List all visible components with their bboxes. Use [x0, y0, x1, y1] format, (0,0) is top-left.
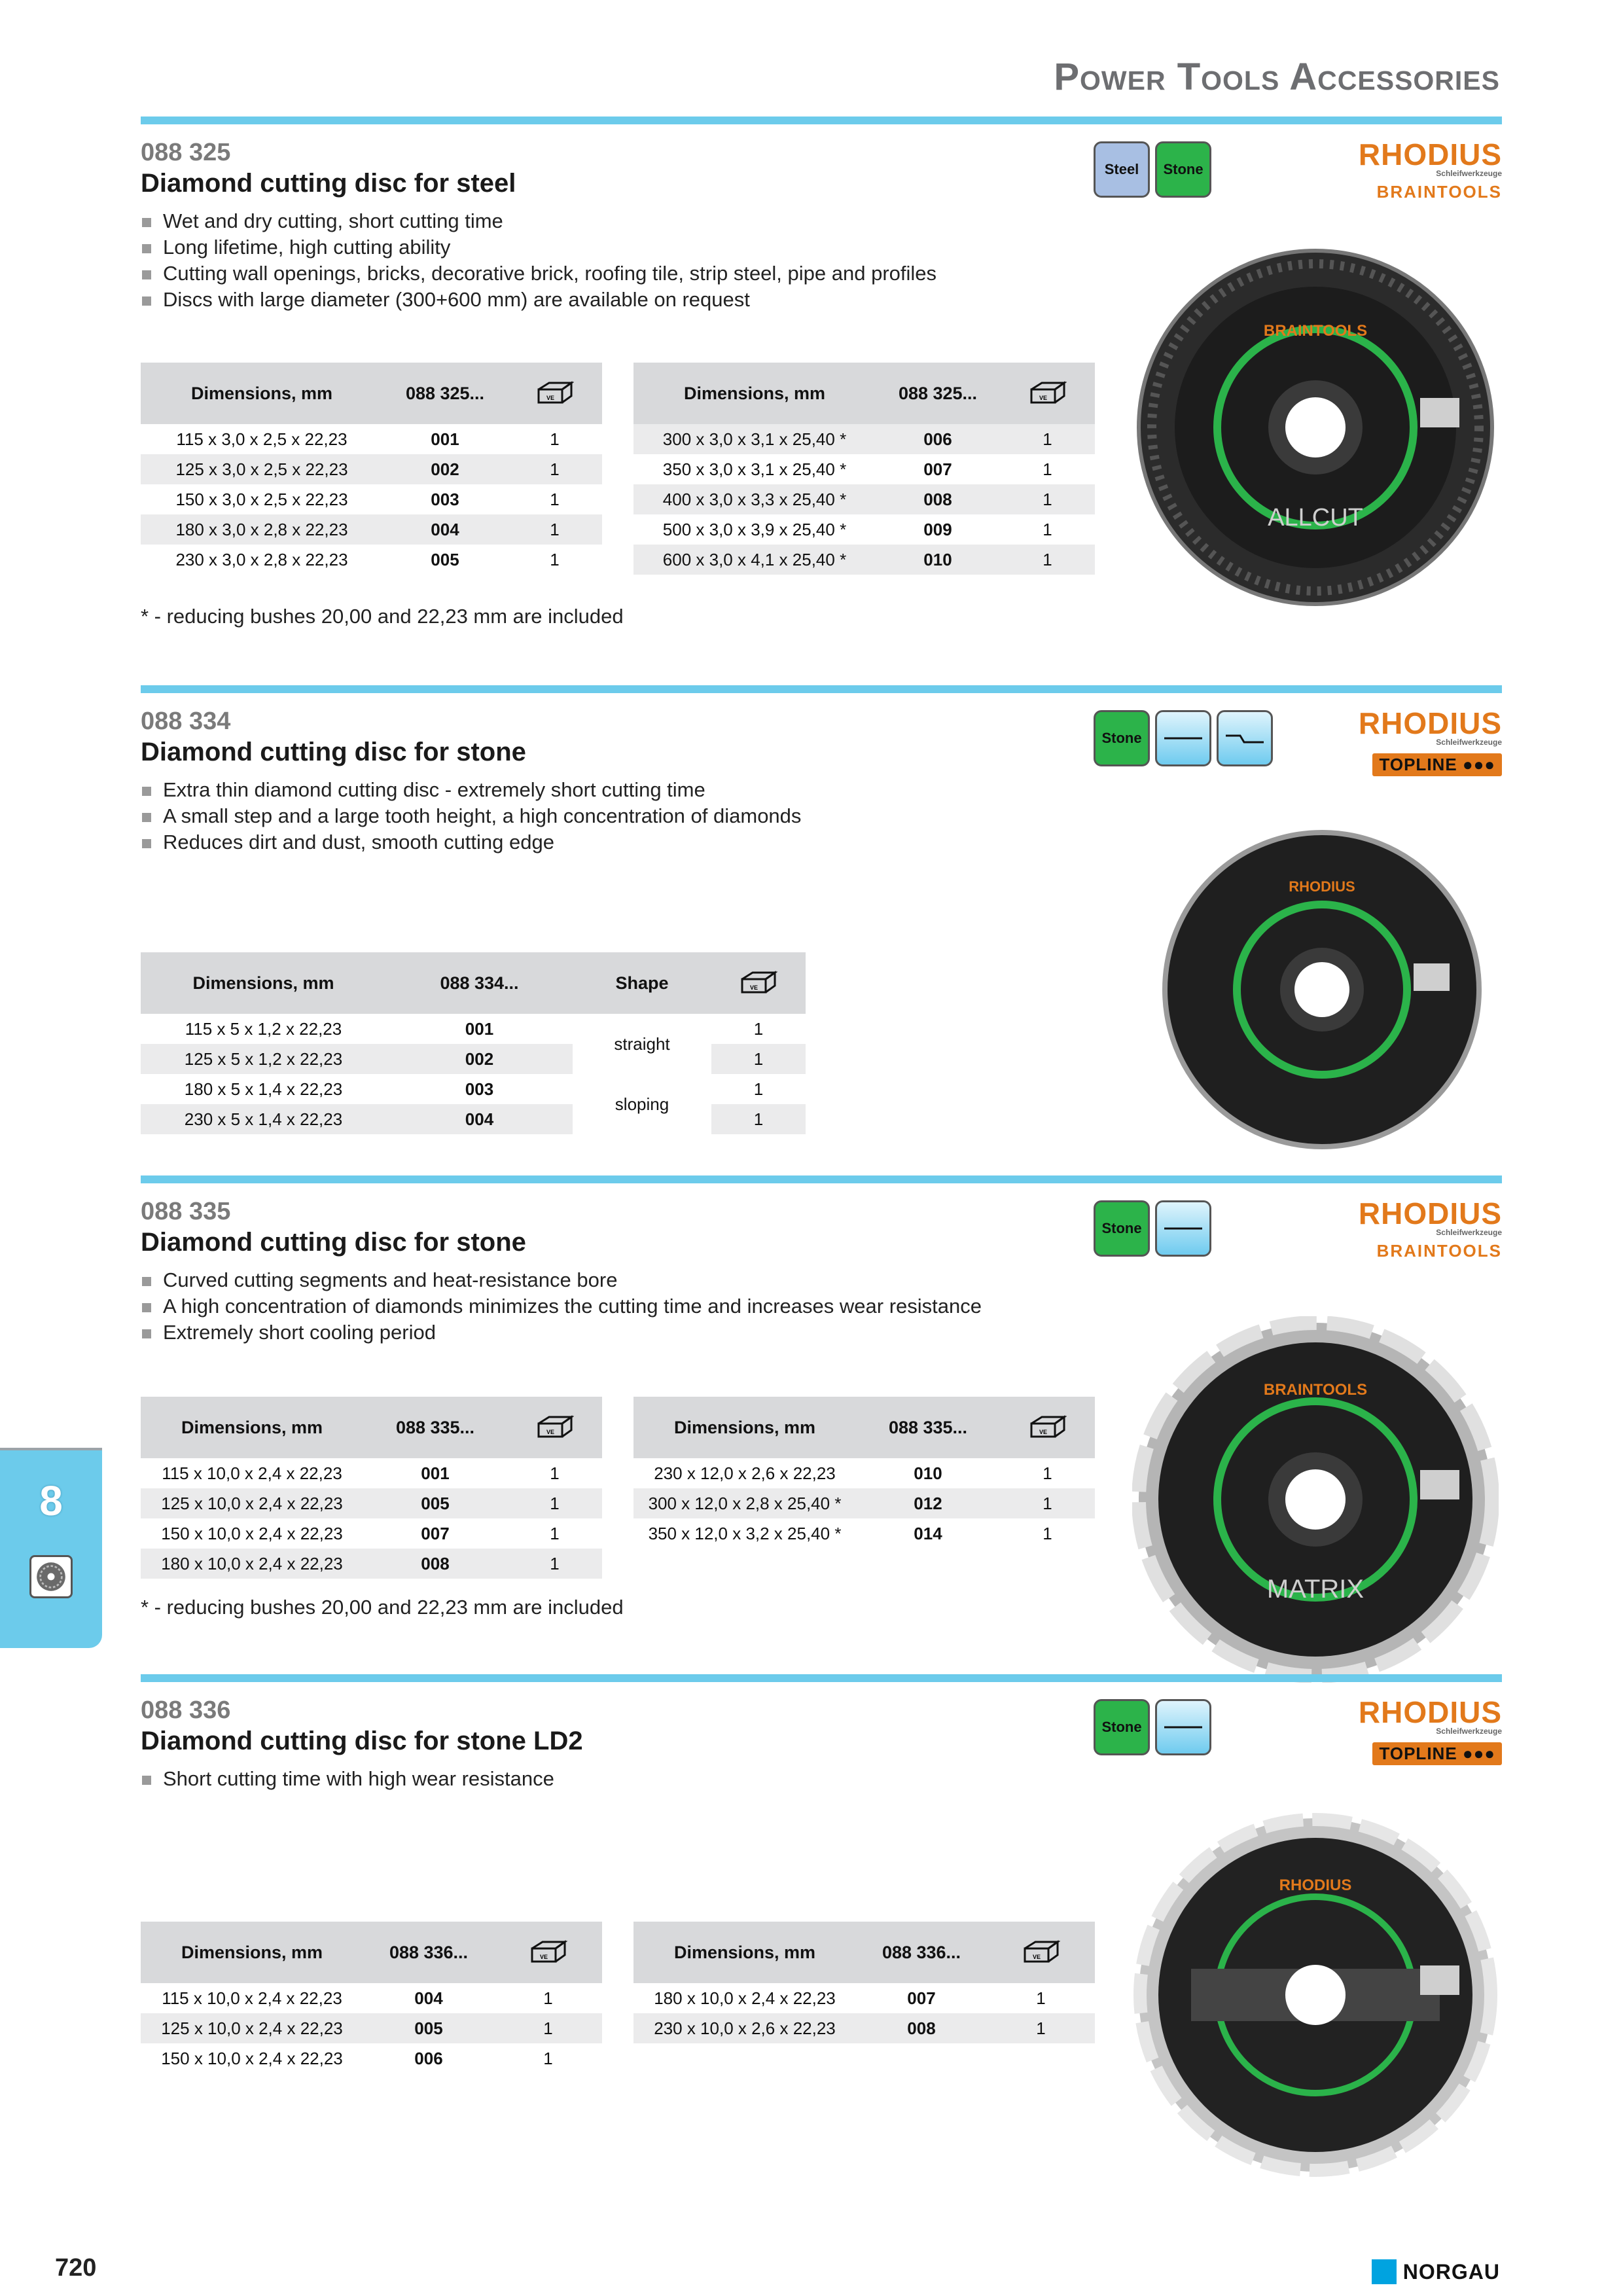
ve-label: VE: [1039, 1429, 1047, 1435]
brand-logo: [1359, 708, 1502, 776]
col-header-ve: [711, 952, 806, 1014]
table-row: 230 x 3,0 x 2,8 x 22,23 005 1: [175, 549, 560, 569]
table-row: 350 x 12,0 x 3,2 x 25,40 * 014 1: [648, 1523, 1052, 1543]
table-row: 115 x 5 x 1,2 x 22,23 001 straight 1: [141, 1014, 806, 1044]
rhodius-logo: RHODIUS: [1358, 1196, 1502, 1230]
table-row: 150 x 10,0 x 2,4 x 22,23 007 1: [161, 1523, 560, 1543]
stone-badge: Stone: [1155, 141, 1211, 198]
braintools-logo: BRAINTOOLS: [1376, 1241, 1502, 1261]
stone-badge: Stone: [1094, 710, 1150, 766]
table-row: 125 x 5 x 1,2 x 22,23 002 1: [141, 1044, 806, 1074]
topline-logo: TOPLINE ●●●: [1372, 1742, 1502, 1765]
disc-image-matrix: [1132, 1316, 1499, 1683]
footnote: * - reducing bushes 20,00 and 22,23 mm are included: [141, 605, 624, 628]
material-badges: [1094, 1699, 1211, 1755]
steel-badge: Steel: [1094, 141, 1150, 198]
material-badges: [1094, 141, 1211, 198]
spec-table: [633, 1397, 1095, 1549]
table-row: 350 x 3,0 x 3,1 x 25,40 * 007 1: [662, 459, 1052, 479]
section-divider: [141, 685, 1502, 693]
disc-model-label: MATRIX: [1266, 1575, 1364, 1604]
table-row: 150 x 3,0 x 2,5 x 22,23 003 1: [175, 489, 560, 509]
rhodius-logo: RHODIUS: [1358, 137, 1502, 171]
col-header-ve: [1000, 1397, 1095, 1458]
feature-list: [141, 1766, 554, 1792]
spec-table: [633, 1922, 1095, 2043]
brand-logo: [1359, 1696, 1502, 1765]
table-row: 180 x 5 x 1,4 x 22,23 003 sloping 1: [141, 1074, 806, 1104]
straight-edge-icon: [1155, 710, 1211, 766]
disc-brand-label: RHODIUS: [1289, 878, 1355, 895]
disc-image-stone-thin: [1158, 826, 1486, 1153]
table-row: 180 x 10,0 x 2,4 x 22,23 008 1: [141, 1549, 602, 1579]
col-header-dimensions: Dimensions, mm: [141, 952, 386, 1014]
col-header-dimensions: Dimensions, mm: [141, 1922, 363, 1983]
sloped-edge-icon: [1217, 710, 1273, 766]
package-unit-icon: [740, 970, 777, 996]
article-number: 088 336: [141, 1696, 231, 1724]
spec-table: [141, 363, 602, 575]
ve-label: VE: [539, 1954, 548, 1960]
spec-table: [141, 1397, 602, 1579]
rhodius-subtitle: Schleifwerkzeuge: [1436, 1228, 1502, 1237]
topline-label: TOPLINE: [1379, 1744, 1457, 1763]
col-header-article: 088 335...: [363, 1397, 507, 1458]
disc-image-allcut: [1132, 244, 1499, 611]
table-row: 125 x 10,0 x 2,4 x 22,23 005 1: [141, 1488, 602, 1518]
rhodius-logo: RHODIUS: [1358, 706, 1502, 740]
table-row: 150 x 10,0 x 2,4 x 22,23 006 1: [161, 2048, 553, 2068]
section-divider: [141, 1674, 1502, 1682]
norgau-wordmark: NORGAU: [1402, 2259, 1500, 2284]
stone-badge: Stone: [1094, 1200, 1150, 1257]
disc-model-label: ALLCUT: [1268, 504, 1363, 531]
product-section-088336: [141, 1674, 1502, 2211]
feature-item: Extra thin diamond cutting disc - extremely short cutting time: [141, 777, 801, 803]
col-header-ve: [494, 1922, 602, 1983]
package-unit-icon: [1029, 1414, 1067, 1441]
package-unit-icon: [536, 380, 574, 406]
feature-item: Short cutting time with high wear resistance: [141, 1766, 554, 1792]
col-header-dimensions: Dimensions, mm: [633, 1922, 856, 1983]
section-divider: [141, 117, 1502, 124]
chapter-number: 8: [39, 1477, 63, 1524]
table-row: 230 x 12,0 x 2,6 x 22,23 010 1: [654, 1463, 1052, 1483]
article-number: 088 335: [141, 1198, 231, 1225]
rhodius-subtitle: Schleifwerkzeuge: [1436, 169, 1502, 178]
article-number: 088 325: [141, 139, 231, 166]
col-header-dimensions: Dimensions, mm: [141, 1397, 363, 1458]
rhodius-logo: RHODIUS: [1358, 1695, 1502, 1729]
ve-label: VE: [1039, 395, 1047, 401]
page-title: Power Tools Accessories: [1054, 56, 1500, 98]
section-divider: [141, 1175, 1502, 1183]
col-header-shape: Shape: [573, 952, 711, 1014]
table-row: 180 x 3,0 x 2,8 x 22,23 004 1: [141, 514, 602, 545]
feature-item: Wet and dry cutting, short cutting time: [141, 208, 936, 234]
ve-label: VE: [1032, 1954, 1041, 1960]
straight-edge-icon: [1155, 1200, 1211, 1257]
product-title: Diamond cutting disc for stone: [141, 1228, 526, 1257]
material-badges: [1094, 1200, 1211, 1257]
shape-sloping: sloping: [615, 1094, 669, 1114]
rhodius-subtitle: Schleifwerkzeuge: [1436, 1727, 1502, 1736]
col-header-ve: [507, 1397, 602, 1458]
product-section-088325: [141, 117, 1502, 640]
spec-table: [141, 952, 806, 1134]
stone-badge: Stone: [1094, 1699, 1150, 1755]
product-title: Diamond cutting disc for stone: [141, 738, 526, 766]
product-section-088334: [141, 685, 1502, 1137]
feature-item: A high concentration of diamonds minimizes the cutting time and increases wear resistance: [141, 1293, 982, 1319]
col-header-article: 088 325...: [876, 363, 1000, 424]
braintools-logo: BRAINTOOLS: [1376, 182, 1502, 202]
cutting-disc-icon: [29, 1555, 73, 1598]
col-header-article: 088 336...: [363, 1922, 494, 1983]
disc-brand-label: BRAINTOOLS: [1263, 322, 1368, 340]
ve-label: VE: [546, 395, 554, 401]
feature-item: Long lifetime, high cutting ability: [141, 234, 936, 260]
disc-brand-label: RHODIUS: [1279, 1876, 1352, 1894]
col-header-dimensions: Dimensions, mm: [633, 1397, 856, 1458]
straight-edge-icon: [1155, 1699, 1211, 1755]
table-row: 180 x 10,0 x 2,4 x 22,23 007 1: [654, 1988, 1046, 2008]
spec-table: [141, 1922, 602, 2073]
norgau-logo: [1372, 2259, 1500, 2284]
col-header-article: 088 325...: [383, 363, 507, 424]
product-title: Diamond cutting disc for stone LD2: [141, 1727, 583, 1755]
table-row: 400 x 3,0 x 3,3 x 25,40 * 008 1: [633, 484, 1095, 514]
ve-label: VE: [749, 984, 758, 991]
product-title: Diamond cutting disc for steel: [141, 169, 516, 198]
col-header-dimensions: Dimensions, mm: [141, 363, 383, 424]
col-header-article: 088 334...: [386, 952, 573, 1014]
col-header-ve: [507, 363, 602, 424]
brand-logo: [1359, 1198, 1502, 1261]
feature-list: [141, 1267, 982, 1346]
feature-list: [141, 208, 936, 313]
disc-brand-label: BRAINTOOLS: [1263, 1381, 1368, 1399]
rhodius-subtitle: Schleifwerkzeuge: [1436, 738, 1502, 747]
feature-item: A small step and a large tooth height, a high concentration of diamonds: [141, 803, 801, 829]
disc-image-ld2: [1132, 1812, 1499, 2178]
feature-item: Reduces dirt and dust, smooth cutting edge: [141, 829, 801, 855]
col-header-ve: [987, 1922, 1095, 1983]
feature-item: Discs with large diameter (300+600 mm) are available on request: [141, 287, 936, 313]
col-header-article: 088 335...: [856, 1397, 1000, 1458]
table-row: 115 x 10,0 x 2,4 x 22,23 004 1: [162, 1988, 553, 2008]
table-row: 600 x 3,0 x 4,1 x 25,40 * 010 1: [633, 545, 1095, 575]
table-row: 125 x 3,0 x 2,5 x 22,23 002 1: [141, 454, 602, 484]
spec-table: [633, 363, 1095, 575]
ve-label: VE: [546, 1429, 554, 1435]
material-badges: [1094, 710, 1273, 766]
package-unit-icon: [1029, 380, 1067, 406]
col-header-article: 088 336...: [856, 1922, 987, 1983]
topline-label: TOPLINE: [1379, 755, 1457, 774]
table-row: 115 x 10,0 x 2,4 x 22,23 001 1: [162, 1463, 560, 1483]
footnote: * - reducing bushes 20,00 and 22,23 mm are included: [141, 1596, 624, 1619]
table-row: 125 x 10,0 x 2,4 x 22,23 005 1: [141, 2013, 602, 2043]
feature-item: Extremely short cooling period: [141, 1319, 982, 1346]
table-row: 230 x 5 x 1,4 x 22,23 004 1: [141, 1104, 806, 1134]
table-row: 230 x 10,0 x 2,6 x 22,23 008 1: [633, 2013, 1095, 2043]
norgau-square-icon: [1372, 2259, 1397, 2284]
table-row: 500 x 3,0 x 3,9 x 25,40 * 009 1: [662, 519, 1052, 539]
col-header-dimensions: Dimensions, mm: [633, 363, 876, 424]
package-unit-icon: [529, 1939, 567, 1965]
page-number: 720: [55, 2254, 97, 2282]
feature-list: [141, 777, 801, 855]
table-row: 300 x 3,0 x 3,1 x 25,40 * 006 1: [633, 424, 1095, 454]
product-section-088335: [141, 1175, 1502, 1673]
package-unit-icon: [1022, 1939, 1060, 1965]
shape-straight: straight: [614, 1033, 670, 1054]
feature-item: Cutting wall openings, bricks, decorative brick, roofing tile, strip steel, pipe and profiles: [141, 260, 936, 287]
col-header-ve: [1000, 363, 1095, 424]
table-row: 115 x 3,0 x 2,5 x 22,23 001 1: [176, 429, 560, 449]
package-unit-icon: [536, 1414, 574, 1441]
article-number: 088 334: [141, 708, 231, 735]
table-row: 300 x 12,0 x 2,8 x 25,40 * 012 1: [633, 1488, 1095, 1518]
feature-item: Curved cutting segments and heat-resistance bore: [141, 1267, 982, 1293]
brand-logo: [1359, 139, 1502, 202]
topline-logo: TOPLINE ●●●: [1372, 753, 1502, 776]
